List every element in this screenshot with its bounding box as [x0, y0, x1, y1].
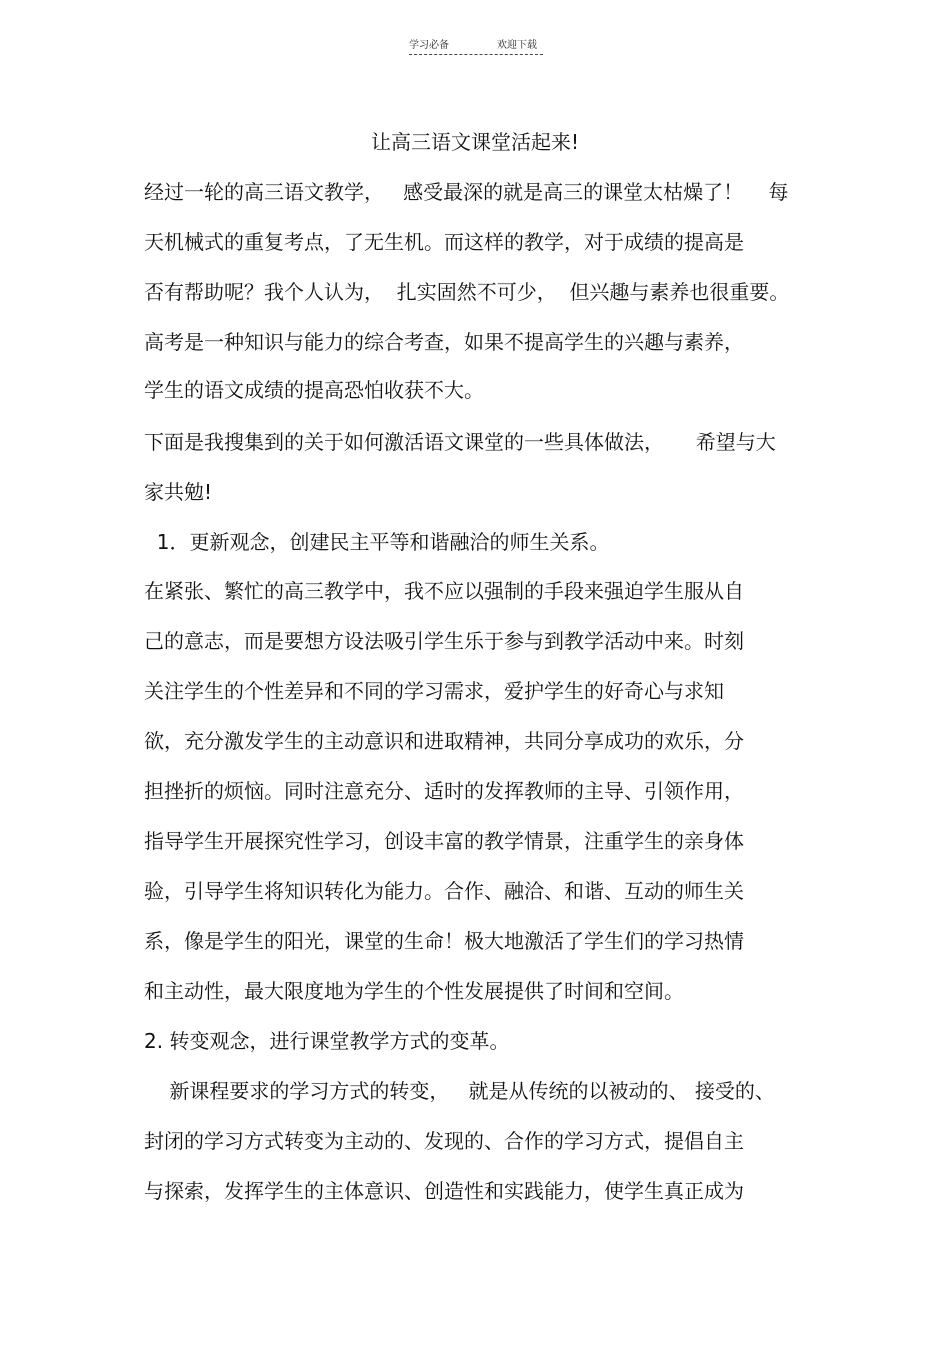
body-line: 与探索，发挥学生的主体意识、创造性和实践能力，使学生真正成为 — [144, 1179, 744, 1203]
body-line: 高考是一种知识与能力的综合考查，如果不提高学生的兴趣与素养， — [144, 330, 744, 354]
body-line: 新课程要求的学习方式的转变， 就是从传统的以被动的、 接受的、 — [144, 1079, 775, 1103]
body-line: 否有帮助呢？我个人认为， 扎实固然不可少， 但兴趣与素养也很重要。 — [144, 280, 790, 304]
body-line: 家共勉! — [144, 480, 213, 504]
header-right-text: 欢迎下载 — [497, 40, 537, 51]
document-title: 让高三语文课堂活起来! — [370, 130, 580, 154]
body-line: 欲，充分激发学生的主动意识和进取精神，共同分享成功的欢乐，分 — [144, 729, 744, 753]
header-left-text: 学习必备 — [409, 40, 449, 51]
header-divider — [409, 54, 543, 55]
body-line: 封闭的学习方式转变为主动的、发现的、合作的学习方式，提倡自主 — [144, 1129, 744, 1153]
body-line: 天机械式的重复考点，了无生机。而这样的教学，对于成绩的提高是 — [144, 230, 744, 254]
body-line: 己的意志，而是要想方设法吸引学生乐于参与到教学活动中来。时刻 — [144, 629, 744, 653]
body-line: 经过一轮的高三语文教学， 感受最深的就是高三的课堂太枯燥了！ 每 — [144, 180, 789, 204]
body-line: 验，引导学生将知识转化为能力。合作、融洽、和谐、互动的师生关 — [144, 879, 744, 903]
body-line: 学生的语文成绩的提高恐怕收获不大。 — [144, 378, 484, 402]
body-line: 下面是我搜集到的关于如何激活语文课堂的一些具体做法， 希望与大 — [144, 430, 776, 454]
body-line: 系，像是学生的阳光，课堂的生命！极大地激活了学生们的学习热情 — [144, 929, 744, 953]
section-heading-2: 2. 转变观念，进行课堂教学方式的变革。 — [144, 1029, 510, 1053]
section-heading-1: 1．更新观念，创建民主平等和谐融洽的师生关系。 — [144, 530, 610, 554]
body-line: 在紧张、繁忙的高三教学中，我不应以强制的手段来强迫学生服从自 — [144, 579, 744, 603]
body-line: 担挫折的烦恼。同时注意充分、适时的发挥教师的主导、引领作用， — [144, 779, 744, 803]
body-line: 和主动性，最大限度地为学生的个性发展提供了时间和空间。 — [144, 979, 684, 1003]
body-line: 指导学生开展探究性学习，创设丰富的教学情景，注重学生的亲身体 — [144, 829, 744, 853]
body-line: 关注学生的个性差异和不同的学习需求，爱护学生的好奇心与求知 — [144, 679, 724, 703]
